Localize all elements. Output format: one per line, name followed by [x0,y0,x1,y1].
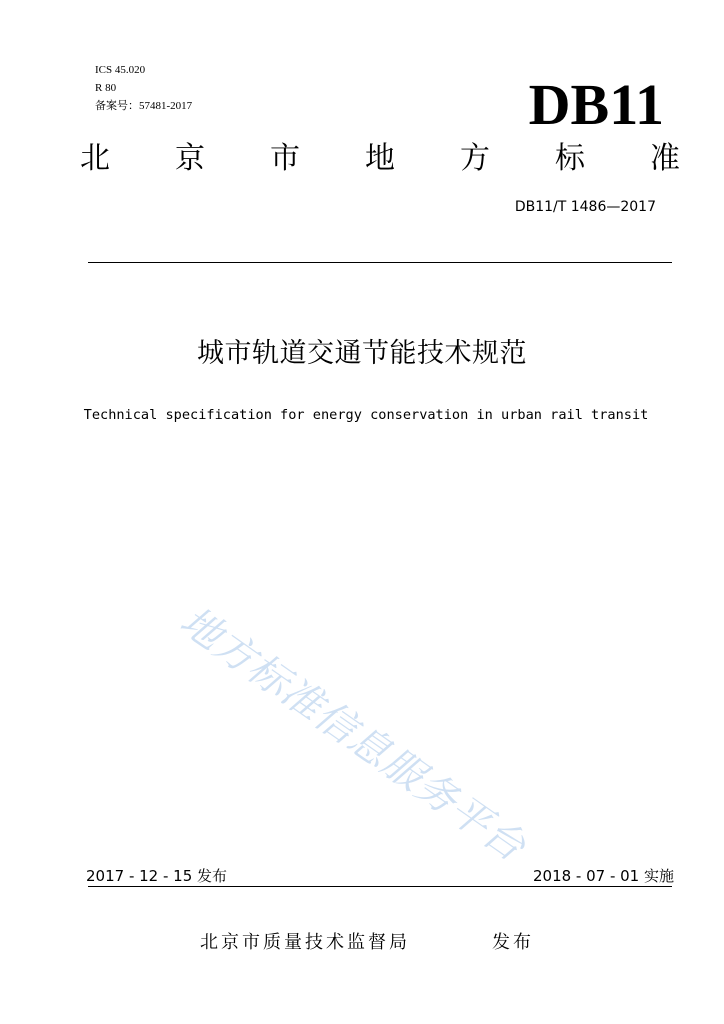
document-title-en: Technical specification for energy conservation in urban rail transit [83,407,649,423]
issuing-authority: 北京市质量技术监督局 [200,932,410,953]
classification-code: R 80 [95,82,117,94]
standard-type-char: 北 [80,141,110,176]
ics-code: ICS 45.020 [95,64,146,76]
document-title-cn: 城市轨道交通节能技术规范 [197,338,527,369]
standard-type-char: 方 [460,141,490,176]
db-code-logo: DB11 [528,72,664,137]
standard-type-char: 京 [175,141,205,176]
issue-date: 2017 - 12 - 15 发布 [86,867,228,885]
watermark: 地方标准信息服务平台 [171,598,534,871]
standard-type-char: 标 [555,141,585,176]
standard-type-title [80,140,680,178]
record-number: 备案号：57481-2017 [95,100,193,112]
implementation-date: 2018 - 07 - 01 实施 [532,867,674,885]
standard-number: DB11/T 1486—2017 [514,199,656,215]
bottom-divider [88,886,672,887]
standard-type-char: 市 [270,141,300,176]
standard-type-char: 地 [365,141,395,176]
issue-verb: 发布 [492,932,534,953]
top-divider [88,262,672,263]
standard-type-char: 准 [650,141,680,176]
